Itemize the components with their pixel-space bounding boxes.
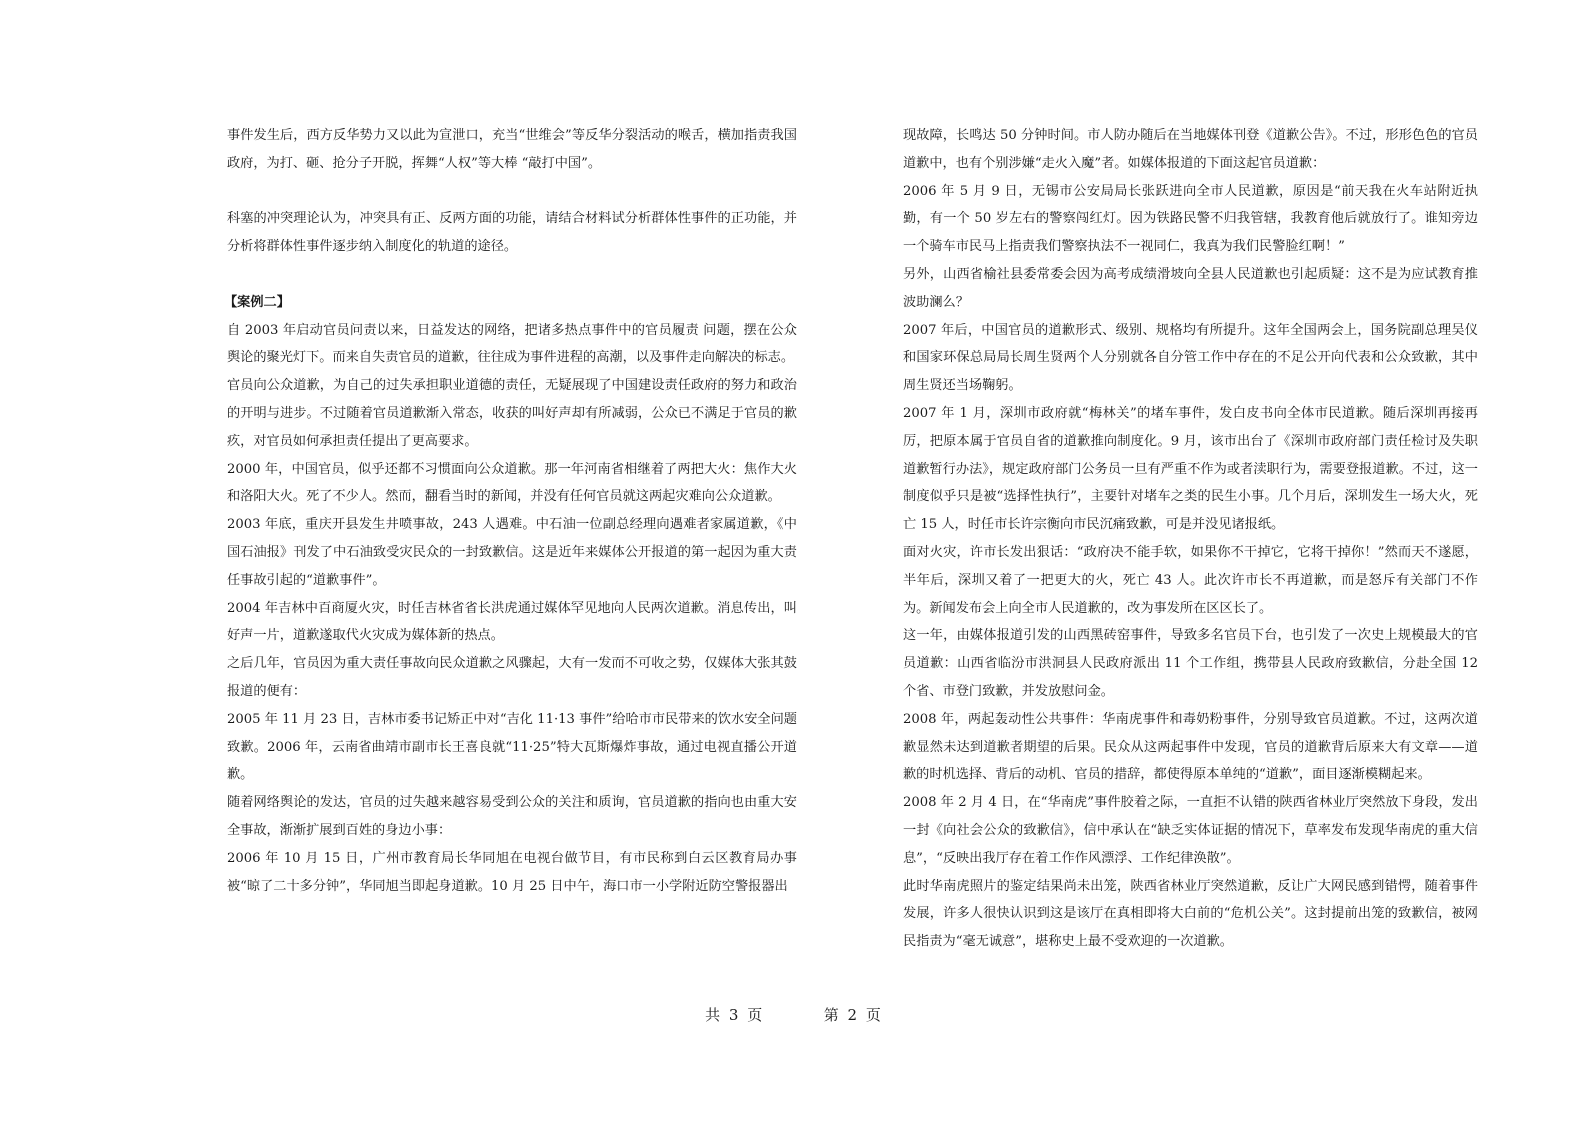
paragraph: 另外，山西省榆社县委常委会因为高考成绩滑坡向全县人民道歉也引起质疑：这不是为应试教育推波助澜么？ <box>903 266 1478 310</box>
paragraph: 之后几年，官员因为重大责任事故向民众道歉之风骤起，大有一发而不可收之势，仅媒体大张其鼓报道的便有： <box>227 656 797 699</box>
left-column <box>224 122 797 900</box>
paragraph: 2006 年 5 月 9 日，无锡市公安局局长张跃进向全市人民道歉，原因是“前天我在火车站附近执勤，有一个 50 岁左右的警察闯红灯。因为铁路民警不归我管辖，我教育他后就放行了。谁知旁边一个骑车市民马上指责我们警察执法不一视同仁，我真为我们民警脸红啊！” <box>903 183 1478 255</box>
paragraph: 官员向公众道歉，为自己的过失承担职业道德的责任，无疑展现了中国建设责任政府的努力和政治的开明与进步。不过随着官员道歉渐入常态，收获的叫好声却有所减弱，公众已不满足于官员的歉疚，对官员如何承担责任提出了更高要求。 <box>227 378 797 449</box>
right-column <box>903 122 1478 956</box>
paragraph: 此时华南虎照片的鉴定结果尚未出笼，陕西省林业厅突然道歉，反让广大网民感到错愕，随着事件发展，许多人很快认识到这是该厅在真相即将大白前的“危机公关”。这封提前出笼的致歉信，被网民指责为“毫无诚意”，堪称史上最不受欢迎的一次道歉。 <box>903 878 1478 950</box>
paragraph: 2008 年 2 月 4 日，在“华南虎”事件胶着之际，一直拒不认错的陕西省林业厅突然放下身段，发出一封《向社会公众的致歉信》，信中承认在“缺乏实体证据的情况下，草率发布发现华南虎的重大信息”，“反映出我厅存在着工作作风漂浮、工作纪律涣散”。 <box>903 795 1478 866</box>
paragraph: 2004 年吉林中百商厦火灾，时任吉林省省长洪虎通过媒体罕见地向人民两次道歉。消息传出，叫好声一片，道歉遂取代火灾成为媒体新的热点。 <box>227 600 797 644</box>
section-heading: 【案例二】 <box>224 294 290 310</box>
paragraph: 现故障，长鸣达 50 分钟时间。市人防办随后在当地媒体刊登《道歉公告》。不过，形形色色的官员道歉中，也有个别涉嫌“走火入魔”者。如媒体报道的下面这起官员道歉： <box>903 128 1478 171</box>
paragraph: 2005 年 11 月 23 日，吉林市委书记矫正中对“吉化 11·13 事件”给哈市市民带来的饮水安全问题致歉。2006 年，云南省曲靖市副市长王喜良就“11·25”特大瓦斯爆炸事故，通过电视直播公开道歉。 <box>227 711 797 783</box>
total-pages-label: 共 3 页 <box>705 1006 765 1024</box>
paragraph: 2003 年底，重庆开县发生井喷事故，243 人遇难。中石油一位副总经理向遇难者家属道歉，《中国石油报》刊发了中石油致受灾民众的一封致歉信。这是近年来媒体公开报道的第一起因为重大责任事故引起的“道歉事件”。 <box>227 517 797 588</box>
paragraph: 2007 年 1 月，深圳市政府就“梅林关”的堵车事件，发白皮书向全体市民道歉。随后深圳再接再厉，把原本属于官员自省的道歉推向制度化。9 月，该市出台了《深圳市政府部门责任检讨及失职道歉暂行办法》，规定政府部门公务员一旦有严重不作为或者渎职行为，需要登报道歉。不过，这一制度似乎只是被“选择性执行”，主要针对堵车之类的民生小事。几个月后，深圳发生一场大火，死亡 15 人，时任市长许宗衡向市民沉痛致歉，可是并没见诸报纸。 <box>903 405 1478 533</box>
page-footer <box>0 1004 1588 1025</box>
paragraph: 事件发生后，西方反华势力又以此为宣泄口，充当“世维会”等反华分裂活动的喉舌，横加指责我国政府，为打、砸、抢分子开脱，挥舞“人权”等大棒 “敲打中国”。 <box>227 128 797 171</box>
paragraph-gap <box>227 178 797 206</box>
paragraph: 2008 年，两起轰动性公共事件：华南虎事件和毒奶粉事件，分别导致官员道歉。不过，这两次道歉显然未达到道歉者期望的后果。民众从这两起事件中发现，官员的道歉背后原来大有文章——道歉的时机选择、背后的动机、官员的措辞，都使得原本单纯的“道歉”，面目逐渐模糊起来。 <box>903 711 1478 783</box>
paragraph: 2007 年后，中国官员的道歉形式、级别、规格均有所提升。这年全国两会上，国务院副总理吴仪和国家环保总局局长周生贤两个人分别就各自分管工作中存在的不足公开向代表和公众致歉，其中周生贤还当场鞠躬。 <box>903 322 1478 394</box>
paragraph: 面对火灾，许市长发出狠话：“政府决不能手软，如果你不干掉它，它将干掉你！”然而天不遂愿，半年后，深圳又着了一把更大的火，死亡 43 人。此次许市长不再道歉，而是怒斥有关部门不作为。新闻发布会上向全市人民道歉的，改为事发所在区区长了。 <box>903 544 1478 616</box>
paragraph: 科塞的冲突理论认为，冲突具有正、反两方面的功能，请结合材料试分析群体性事件的正功能，并分析将群体性事件逐步纳入制度化的轨道的途径。 <box>227 211 797 255</box>
paragraph-gap <box>227 261 797 289</box>
paragraph: 这一年，由媒体报道引发的山西黑砖窑事件，导致多名官员下台，也引发了一次史上规模最大的官员道歉：山西省临汾市洪洞县人民政府派出 11 个工作组，携带县人民政府致歉信，分赴全国 12 个省、市登门致歉，并发放慰问金。 <box>903 628 1478 699</box>
paragraph: 自 2003 年启动官员问责以来，日益发达的网络，把诸多热点事件中的官员履责 问题，摆在公众舆论的聚光灯下。而来自失责官员的道歉，往往成为事件进程的高潮，以及事件走向解决的标志。 <box>227 322 797 366</box>
paragraph: 2006 年 10 月 15 日，广州市教育局长华同旭在电视台做节目，有市民称到白云区教育局办事被“晾了二十多分钟”，华同旭当即起身道歉。10 月 25 日中午，海口市一小学附近防空警报器出 <box>227 850 797 894</box>
current-page-label: 第 2 页 <box>823 1006 883 1024</box>
paragraph: 2000 年，中国官员，似乎还都不习惯面向公众道歉。那一年河南省相继着了两把大火：焦作大火和洛阳大火。死了不少人。然而，翻看当时的新闻，并没有任何官员就这两起灾难向公众道歉。 <box>227 461 797 505</box>
paragraph: 随着网络舆论的发达，官员的过失越来越容易受到公众的关注和质询，官员道歉的指向也由重大安全事故，渐渐扩展到百姓的身边小事： <box>227 795 797 838</box>
